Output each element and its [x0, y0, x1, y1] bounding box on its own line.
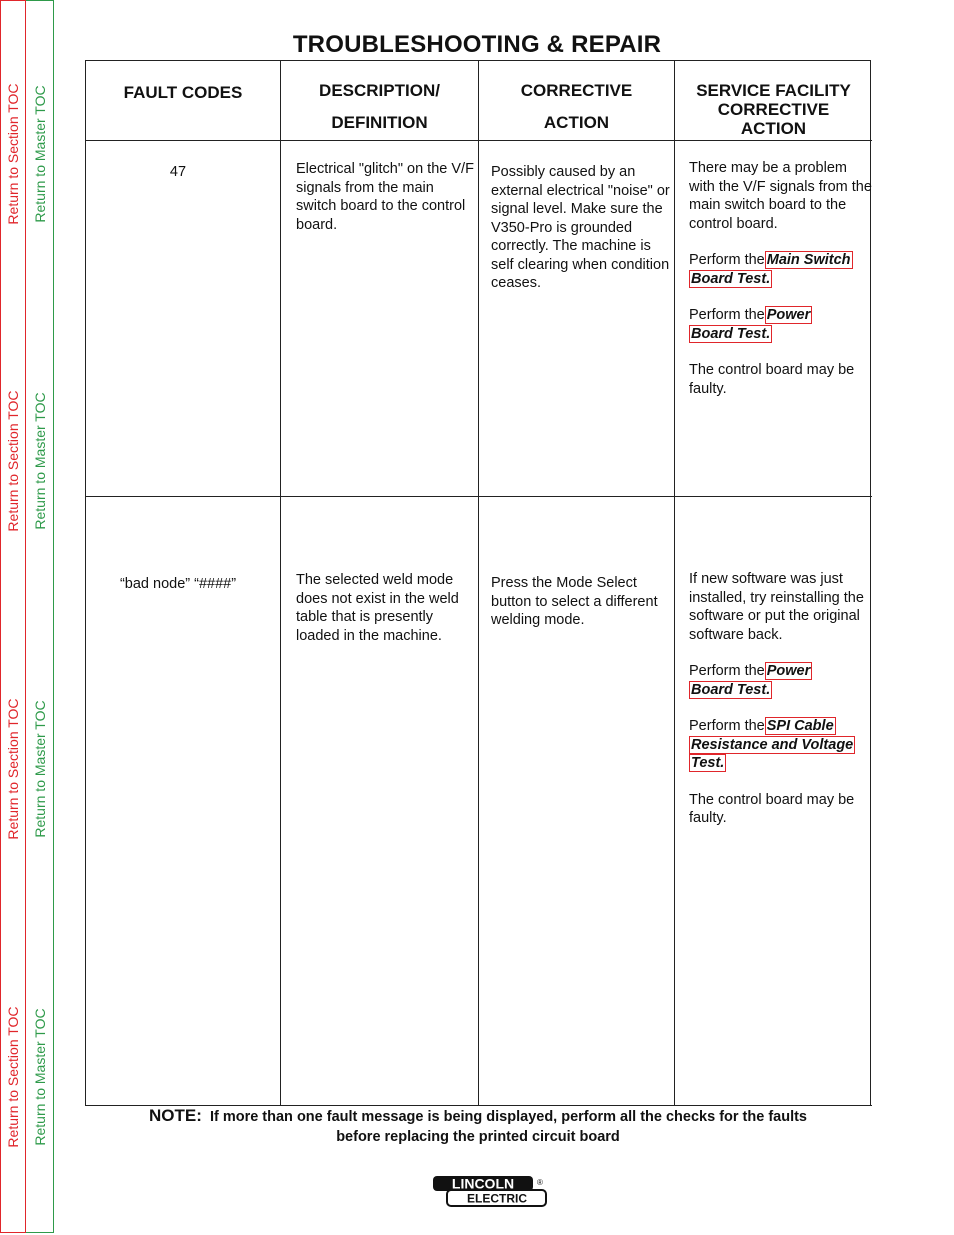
header-divider — [86, 140, 872, 141]
note-label: NOTE: — [148, 1106, 202, 1125]
row1-service-action — [689, 159, 873, 416]
row2-perform-power-board — [689, 662, 873, 699]
return-master-toc-link-2[interactable]: Return to Master TOC — [32, 392, 48, 530]
row1-perform-power-board — [689, 306, 873, 343]
spi-cable-test-link-end[interactable]: Test. — [691, 755, 725, 771]
header-service-facility — [675, 81, 872, 138]
return-section-toc-link-1[interactable]: Return to Section TOC — [5, 83, 21, 225]
power-board-test-link-cont[interactable]: Board Test. — [691, 325, 771, 342]
spi-cable-test-link[interactable]: SPI Cable — [766, 718, 834, 734]
row2-description: The selected weld mode does not exist in the weld table that is presently loaded in the machine. — [296, 572, 459, 644]
column-divider — [674, 61, 675, 1106]
perform-label: Perform the — [689, 252, 765, 268]
column-divider — [478, 61, 479, 1106]
row2-service-intro: If new software was just installed, try reinstalling the software or put the original software back. — [689, 571, 864, 643]
row2-corrective-action: Press the Mode Select button to select a different welding mode. — [491, 575, 658, 628]
row1-description: Electrical "glitch" on the V/F signals from the main switch board to the control board. — [296, 161, 474, 233]
page-title: TROUBLESHOOTING & REPAIR — [292, 31, 662, 58]
row-divider — [86, 496, 872, 497]
footer-note — [85, 1106, 871, 1147]
power-board-test-link[interactable]: Power — [766, 663, 811, 679]
column-divider — [280, 61, 281, 1106]
return-section-toc-link-2[interactable]: Return to Section TOC — [5, 390, 21, 532]
main-switch-board-test-link[interactable]: Main Switch — [766, 252, 851, 268]
perform-label: Perform the — [689, 718, 765, 734]
row1-corrective-action: Possibly caused by an external electrical "noise" or signal level. Make sure the V350-Pro is grounded correctly. The machine is self clearing when condition ceases. — [491, 164, 670, 291]
header-description-line2: DEFINITION — [331, 113, 428, 132]
row2-service-action — [689, 570, 873, 846]
header-description — [281, 81, 478, 133]
power-board-test-link-cont[interactable]: Board Test. — [691, 681, 771, 698]
fault-code-47: 47 — [169, 164, 187, 180]
perform-label: Perform the — [689, 307, 765, 323]
header-corrective-line1: CORRECTIVE — [520, 81, 633, 100]
row2-perform-spi-cable — [689, 717, 873, 773]
logo-text-electric: ELECTRIC — [467, 1191, 527, 1206]
logo-registered-mark: ® — [537, 1178, 543, 1187]
perform-label: Perform the — [689, 663, 765, 679]
main-switch-board-test-link-cont[interactable]: Board Test. — [691, 270, 771, 287]
lincoln-electric-logo — [431, 1174, 547, 1208]
return-section-toc-link-3[interactable]: Return to Section TOC — [5, 698, 21, 840]
row2-service-outro: The control board may be faulty. — [689, 791, 855, 826]
logo-text-lincoln: LINCOLN — [451, 1175, 515, 1192]
header-corrective-line2: ACTION — [543, 113, 610, 132]
header-service-line1: SERVICE FACILITY — [696, 81, 851, 100]
power-board-test-link[interactable]: Power — [766, 307, 811, 323]
return-master-toc-link-3[interactable]: Return to Master TOC — [32, 700, 48, 838]
lincoln-electric-logo-icon — [431, 1174, 547, 1208]
fault-code-table — [85, 60, 871, 1106]
header-fault-codes: FAULT CODES — [123, 83, 243, 102]
note-line2: before replacing the printed circuit board — [336, 1129, 620, 1145]
header-corrective-action — [479, 81, 674, 133]
row1-perform-main-switch — [689, 251, 873, 288]
header-service-line2: CORRECTIVE — [717, 100, 830, 119]
return-master-toc-link-4[interactable]: Return to Master TOC — [32, 1008, 48, 1146]
spi-cable-test-link-cont[interactable]: Resistance and Voltage — [691, 736, 854, 753]
return-section-toc-link-4[interactable]: Return to Section TOC — [5, 1006, 21, 1148]
row1-service-outro: The control board may be faulty. — [689, 362, 855, 397]
header-service-line3: ACTION — [740, 119, 807, 138]
fault-code-bad-node: “bad node” “####” — [119, 576, 237, 592]
row1-service-intro: There may be a problem with the V/F signals from the main switch board to the control board. — [689, 160, 872, 232]
return-master-toc-link-1[interactable]: Return to Master TOC — [32, 85, 48, 223]
note-line1: If more than one fault message is being displayed, perform all the checks for the faults — [209, 1109, 808, 1125]
header-description-line1: DESCRIPTION/ — [319, 81, 440, 100]
